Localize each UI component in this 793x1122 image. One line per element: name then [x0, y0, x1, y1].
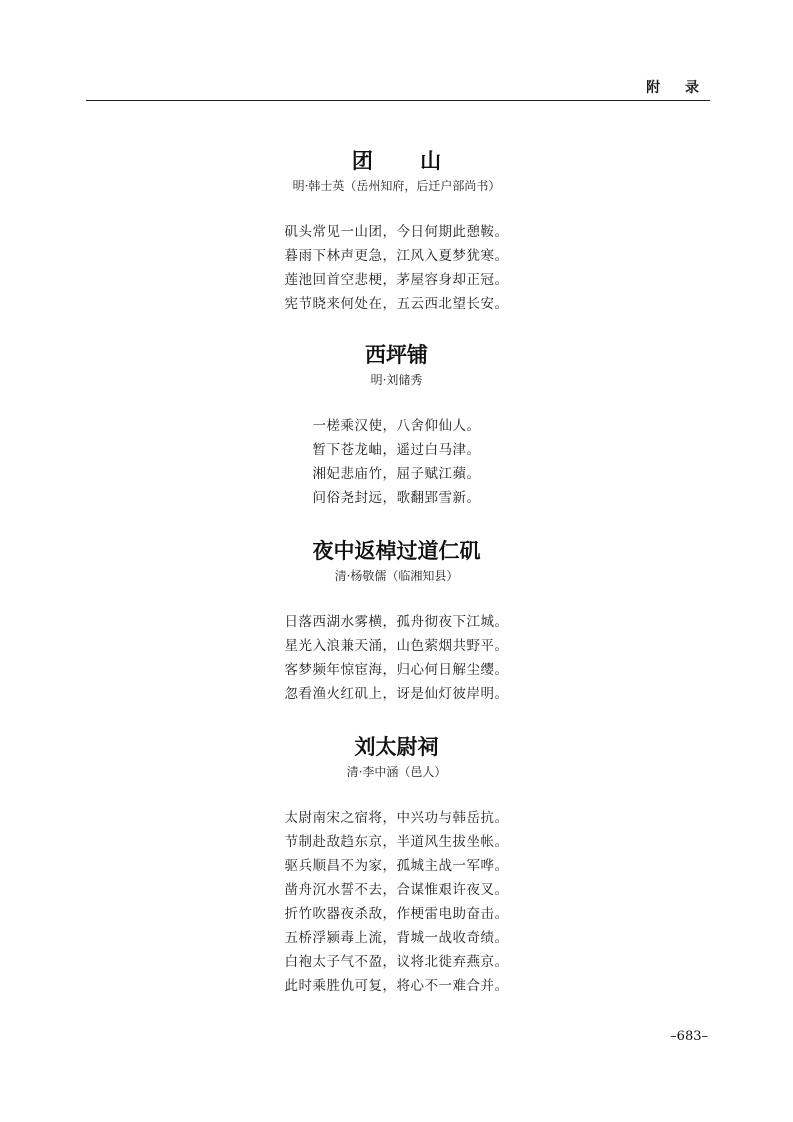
poem-line: 暮雨下林声更急，江风入夏梦犹寒。 [284, 248, 509, 264]
page-number: –683– [670, 1029, 708, 1044]
poem-lines [0, 806, 793, 998]
poem-title: 夜中返棹过道仁矶 [312, 539, 481, 563]
poem-line: 矶头常见一山团，今日何期此憩鞍。 [284, 224, 509, 240]
poem-line: 宪节晓来何处在，五云西北望长安。 [284, 296, 509, 312]
poem-liu-taiwei-ci [0, 732, 793, 998]
poem-line: 折竹吹器夜杀敌，作梗雷电助奋击。 [284, 906, 509, 922]
poem-lines [0, 220, 793, 316]
poem-line: 问俗尧封远，歌翻郢雪新。 [312, 490, 481, 506]
poem-line: 五桥浮颍毒上流，背城一战收奇绩。 [284, 930, 509, 946]
poem-title: 团 山 [351, 149, 462, 173]
header-divider [86, 100, 710, 101]
poem-title: 西坪铺 [365, 343, 428, 367]
poem-line: 忽看渔火红矶上，讶是仙灯彼岸明。 [284, 686, 509, 702]
poem-author: 清·李中涵（邑人） [346, 765, 447, 779]
poem-line: 太尉南宋之宿将，中兴功与韩岳抗。 [284, 810, 509, 826]
poem-line: 节制赴敌趋东京，半道风生拔坐帐。 [284, 834, 509, 850]
poem-author: 明·韩士英（岳州知府，后迁户部尚书） [292, 179, 501, 193]
poem-line: 白袍太子气不盈，议将北徙弃燕京。 [284, 954, 509, 970]
poem-title: 刘太尉祠 [354, 735, 439, 759]
poem-lines [0, 610, 793, 706]
poem-author: 清·杨敬儒（临湘知县） [334, 569, 459, 583]
poem-line: 星光入浪兼天涌，山色萦烟共野平。 [284, 638, 509, 654]
poem-xipingpu [0, 340, 793, 510]
running-header: 附 录 [646, 80, 709, 96]
poem-yezhong-fanzhao [0, 536, 793, 706]
poem-line: 莲池回首空悲梗，茅屋容身却正冠。 [284, 272, 509, 288]
poem-lines [0, 414, 793, 510]
poem-tuanshan [0, 146, 793, 316]
poem-line: 此时乘胜仇可复，将心不一难合并。 [284, 978, 509, 994]
poem-line: 凿舟沉水誓不去，合谋惟艰许夜叉。 [284, 882, 509, 898]
poem-line: 一槎乘汉使，八舍仰仙人。 [312, 418, 481, 434]
poem-line: 驱兵顺昌不为家，孤城主战一军哗。 [284, 858, 509, 874]
poem-line: 暂下苍龙岫，遥过白马津。 [312, 442, 481, 458]
poem-line: 日落西湖水雾横，孤舟彻夜下江城。 [284, 614, 509, 630]
poem-line: 湘妃悲庙竹，屈子赋江蘋。 [312, 466, 481, 482]
poem-author: 明·刘储秀 [370, 373, 423, 387]
poem-line: 客梦频年惊宦海，归心何日解尘缨。 [284, 662, 509, 678]
